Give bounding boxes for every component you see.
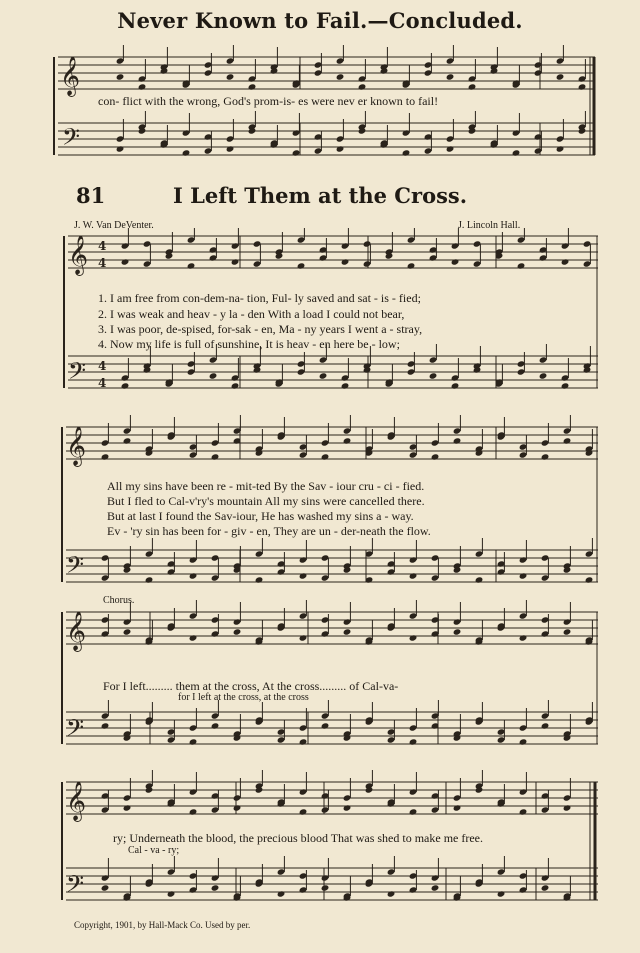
note-head xyxy=(182,149,191,156)
note-head xyxy=(248,83,257,90)
note-head xyxy=(446,145,455,152)
note-head xyxy=(189,738,198,745)
note-head xyxy=(101,884,110,891)
note-head xyxy=(451,382,460,389)
concluded-lyric-line: con- flict with the wrong, God's prom-is- es were nev er known to fail! xyxy=(98,94,439,108)
svg-text:4: 4 xyxy=(98,376,107,390)
note-head xyxy=(358,83,367,90)
note-head xyxy=(121,258,130,265)
note-head xyxy=(556,145,565,152)
note-head xyxy=(209,372,218,379)
note-head xyxy=(446,73,455,80)
svg-text:𝄞: 𝄞 xyxy=(60,56,81,96)
note-head xyxy=(189,634,198,641)
note-head xyxy=(563,628,572,635)
svg-text:𝄢: 𝄢 xyxy=(62,123,81,156)
note-head xyxy=(145,576,154,583)
music-system-concluded xyxy=(0,45,640,175)
note-head xyxy=(453,804,462,811)
note-head xyxy=(341,382,350,389)
verse-4-line-b: Ev - 'ry sin has been for - giv - en, They are un - der-neath the flow. xyxy=(107,524,431,538)
verse-2-line-b: But I fled to Cal-v'ry's mountain All my sins were cancelled there. xyxy=(107,494,425,508)
note-head xyxy=(138,83,147,90)
note-head xyxy=(387,890,396,897)
note-head xyxy=(468,83,477,90)
hymn-number: 81 xyxy=(76,183,106,208)
note-head xyxy=(429,372,438,379)
note-head xyxy=(321,453,330,460)
note-head xyxy=(541,722,550,729)
svg-text:4: 4 xyxy=(98,359,107,373)
svg-text:𝄢: 𝄢 xyxy=(66,870,85,903)
note-head xyxy=(255,576,264,583)
verse-4-line-a: 4. Now my life is full of sunshine, It is heav - en here be - low; xyxy=(98,337,400,351)
note-head xyxy=(563,437,572,444)
chorus-line-2: ry; Underneath the blood, the precious blood That was shed to make me free. xyxy=(113,831,484,845)
note-head xyxy=(319,372,328,379)
note-head xyxy=(233,628,242,635)
note-head xyxy=(123,804,132,811)
note-head xyxy=(519,738,528,745)
svg-text:𝄢: 𝄢 xyxy=(66,714,85,747)
note-head xyxy=(277,890,286,897)
note-head xyxy=(226,73,235,80)
note-head xyxy=(101,453,110,460)
note-head xyxy=(336,73,345,80)
svg-text:𝄞: 𝄞 xyxy=(66,611,87,651)
note-head xyxy=(167,890,176,897)
note-head xyxy=(407,262,416,269)
verse-3-line-a: 3. I was poor, de-spised, for-sak - en, Ma - ny years I went a - stray, xyxy=(98,322,423,336)
note-head xyxy=(343,804,352,811)
note-head xyxy=(475,576,484,583)
note-head xyxy=(321,884,330,891)
note-head xyxy=(341,258,350,265)
svg-text:𝄞: 𝄞 xyxy=(68,235,89,275)
svg-text:4: 4 xyxy=(98,256,107,270)
note-head xyxy=(211,453,220,460)
note-head xyxy=(299,738,308,745)
svg-text:𝄞: 𝄞 xyxy=(66,781,87,821)
svg-text:𝄢: 𝄢 xyxy=(68,357,87,390)
note-head xyxy=(231,382,240,389)
note-head xyxy=(123,628,132,635)
note-head xyxy=(556,73,565,80)
chorus-label: Chorus. xyxy=(103,595,135,606)
note-head xyxy=(409,634,418,641)
note-head xyxy=(578,83,587,90)
note-head xyxy=(519,634,528,641)
copyright-notice: Copyright, 1901, by Hall-Mack Co. Used by per. xyxy=(74,920,251,930)
note-head xyxy=(409,738,418,745)
note-head xyxy=(233,804,242,811)
verse-1-line-a: 1. I am free from con-dem-na- tion, Ful- ly saved and sat - is - fied; xyxy=(98,291,421,305)
note-head xyxy=(519,808,528,815)
note-head xyxy=(409,808,418,815)
note-head xyxy=(539,372,548,379)
verse-2-line-a: 2. I was weak and heav - y la - den With a load I could not bear, xyxy=(98,307,405,321)
note-head xyxy=(299,572,308,579)
note-head xyxy=(453,628,462,635)
note-head xyxy=(121,382,130,389)
note-head xyxy=(299,808,308,815)
note-head xyxy=(431,884,440,891)
note-head xyxy=(292,149,301,156)
note-head xyxy=(561,258,570,265)
note-head xyxy=(189,572,198,579)
chorus-line-2-echo: Cal - va - ry; xyxy=(128,845,180,856)
note-head xyxy=(297,262,306,269)
note-head xyxy=(402,149,411,156)
svg-text:𝄞: 𝄞 xyxy=(66,426,87,466)
chorus-line-1-echo: for I left at the cross, at the cross xyxy=(178,692,309,703)
note-head xyxy=(343,628,352,635)
svg-text:4: 4 xyxy=(98,239,107,253)
note-head xyxy=(541,453,550,460)
continued-hymn-title: Never Known to Fail.—Concluded. xyxy=(117,8,523,33)
composer-credit: J. Lincoln Hall. xyxy=(458,220,521,231)
note-head xyxy=(189,808,198,815)
note-head xyxy=(116,145,125,152)
note-head xyxy=(585,576,594,583)
note-head xyxy=(211,884,220,891)
note-head xyxy=(101,722,110,729)
note-head xyxy=(519,572,528,579)
note-head xyxy=(321,722,330,729)
note-head xyxy=(561,382,570,389)
note-head xyxy=(231,258,240,265)
verse-1-line-b: All my sins have been re - mit-ted By the Sav - iour cru - ci - fied. xyxy=(107,479,425,493)
verse-3-line-b: But at last I found the Sav-iour, He has washed my sins a - way. xyxy=(107,509,414,523)
hymn-title: I Left Them at the Cross. xyxy=(172,183,468,208)
note-head xyxy=(299,634,308,641)
note-head xyxy=(497,890,506,897)
note-head xyxy=(541,884,550,891)
chorus-line-1: For I left......... them at the cross, At the cross......... of Cal-va- xyxy=(103,679,399,693)
note-head xyxy=(563,804,572,811)
note-head xyxy=(431,453,440,460)
note-head xyxy=(211,722,220,729)
note-head xyxy=(116,73,125,80)
lyricist-credit: J. W. Van DeVenter. xyxy=(74,220,154,231)
note-head xyxy=(187,262,196,269)
note-head xyxy=(512,149,521,156)
note-head xyxy=(451,258,460,265)
note-head xyxy=(343,437,352,444)
note-head xyxy=(123,437,132,444)
svg-text:𝄢: 𝄢 xyxy=(66,551,85,584)
note-head xyxy=(336,145,345,152)
note-head xyxy=(409,572,418,579)
note-head xyxy=(517,262,526,269)
note-head xyxy=(453,437,462,444)
note-head xyxy=(226,145,235,152)
